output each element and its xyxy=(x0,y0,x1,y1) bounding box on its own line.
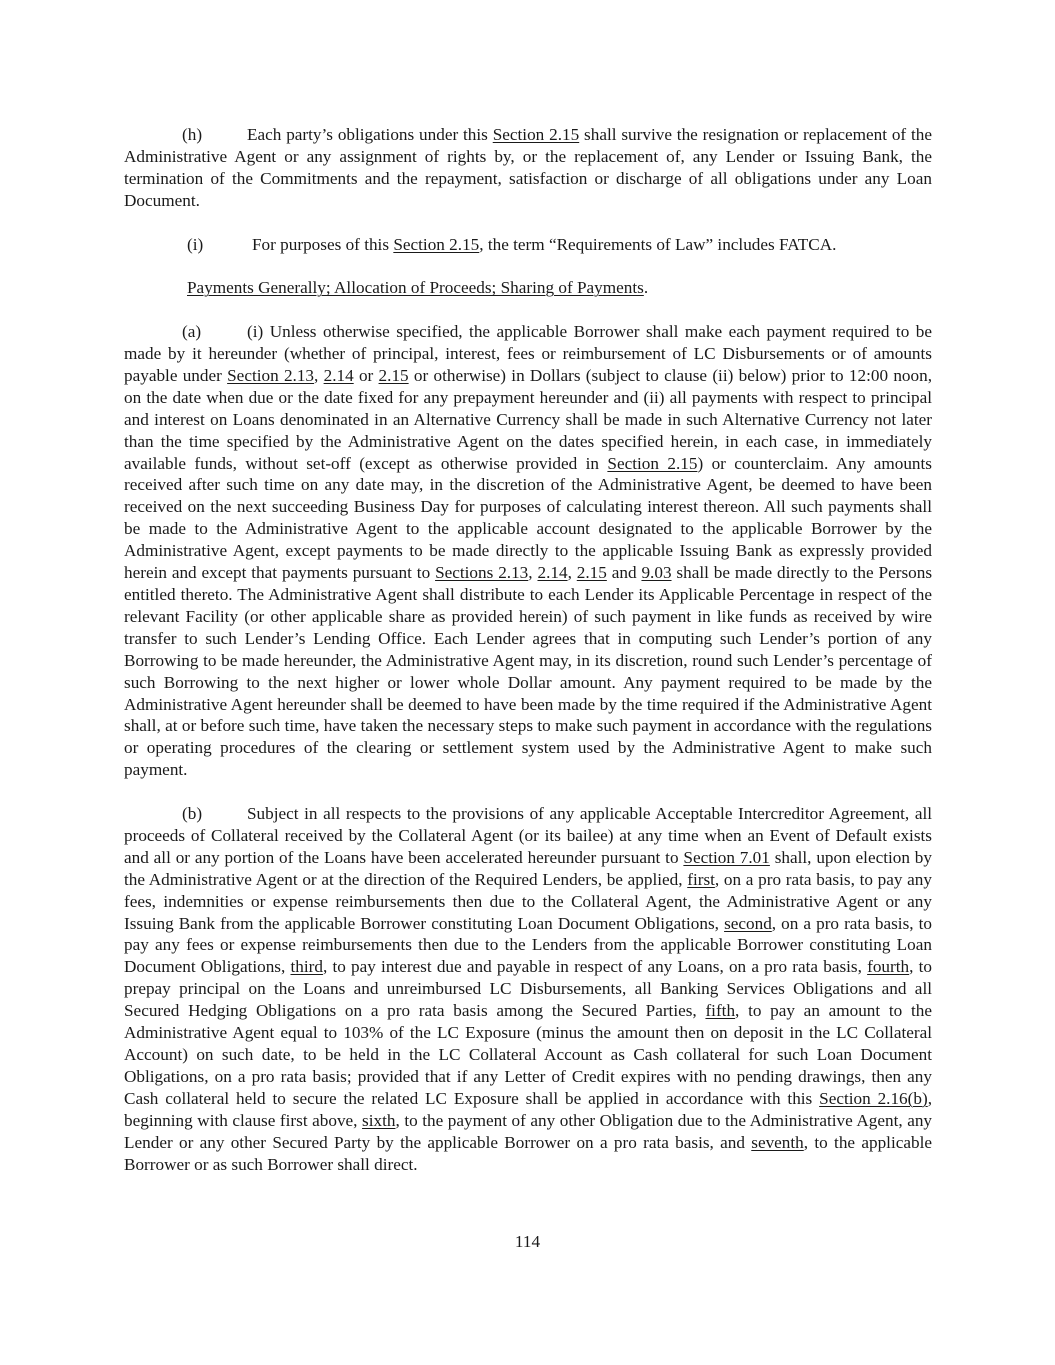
paragraph-marker: (h) xyxy=(182,125,203,144)
paragraph-i: (i) For purposes of this Section 2.15, the term “Requirements of Law” includes FATCA. xyxy=(187,234,837,254)
section-reference: 2.14 xyxy=(537,563,568,583)
priority-term: fifth xyxy=(705,1001,736,1021)
section-reference: 2.14 xyxy=(323,365,354,385)
priority-term: seventh xyxy=(751,1132,804,1152)
section-reference: Section 2.15 xyxy=(393,234,480,254)
paragraph-a: (a) (i) Unless otherwise specified, the applicable Borrower shall make each payment required to be made by it hereunder (whether of principal, interest, fees or reimbursement of LC Disbursements or of amounts payable under Section 2.13, 2.14 or 2.15 or otherwise) in Dollars (subject to clause (ii) below) prior to 12:00 noon, on the date when due or the date fixed for any prepayment hereunder and (ii) all payments with respect to principal and interest on Loans denominated in an Alternative Currency shall be made in such Alternative Currency not later than the time specified by the Administrative Agent on the dates specified herein, in each case, in immediately available funds, without set-off (except as otherwise provided in Section 2.15) or counterclaim. Any amounts received after such time on any date may, in the discretion of the Administrative Agent, be deemed to have been received on the next succeeding Business Day for purposes of calculating interest thereon. All such payments shall be made to the Administrative Agent to the applicable account designated to the applicable Borrower by the Administrative Agent, except payments to be made directly to the applicable Issuing Bank as expressly provided herein and except that payments pursuant to Sections 2.13, 2.14, 2.15 and 9.03 shall be made directly to the Persons entitled thereto. The Administrative Agent shall distribute to each Lender its Applicable Percentage in respect of the relevant Facility (or other applicable share as provided herein) of such payment in like funds as received by wire transfer to such Lender’s Lending Office. Each Lender agrees that in computing such Lender’s portion of any Borrowing to be made hereunder, the Administrative Agent may, in its discretion, round such Lender’s percentage of such Borrowing to the next higher or lower whole Dollar amount. Any payment required to be made by the Administrative Agent hereunder shall be deemed to have been made by the time required if the Administrative Agent shall, at or before such time, have taken the necessary steps to make such payment in accordance with the regulations or operating procedures of the clearing or settlement system used by the Administrative Agent to make such payment. xyxy=(124,322,933,780)
paragraph-b: (b) Subject in all respects to the provisions of any applicable Acceptable Intercreditor Agreement, all proceeds of Collateral received by the Collateral Agent (or its bailee) at any time when an Event of Default exists and all or any portion of the Loans have been accelerated hereunder pursuant to Section 7.01 shall, upon election by the Administrative Agent or at the direction of the Required Lenders, be applied, first, on a pro rata basis, to pay any fees, indemnities or expense reimbursements then due to the Collateral Agent, the Administrative Agent or any Issuing Bank from the applicable Borrower constituting Loan Document Obligations, second, on a pro rata basis, to pay any fees or expense reimbursements then due to the Lenders from the applicable Borrower constituting Loan Document Obligations, third, to pay interest due and payable in respect of any Loans, on a pro rata basis, fourth, to prepay principal on the Loans and unreimbursed LC Disbursements, all Banking Services Obligations and all Secured Hedging Obligations on a pro rata basis among the Secured Parties, fifth, to pay an amount to the Administrative Agent equal to 103% of the LC Exposure (minus the amount then on deposit in the LC Collateral Account) on such date, to be held in the LC Collateral Account as Cash collateral for such Loan Document Obligations, on a pro rata basis; provided that if any Letter of Credit expires with no pending drawings, then any Cash collateral held to secure the related LC Exposure shall be applied in accordance with this Section 2.16(b), beginning with clause first above, sixth, to the payment of any other Obligation due to the Administrative Agent, any Lender or any other Secured Party by the applicable Borrower on a pro rata basis, and seventh, to the applicable Borrower or as such Borrower shall direct. xyxy=(124,804,933,1174)
section-reference: 2.15 xyxy=(378,365,409,385)
priority-term: second xyxy=(724,913,772,933)
section-reference: 9.03 xyxy=(641,563,672,583)
section-reference: Section 7.01 xyxy=(683,847,770,867)
priority-term: first xyxy=(687,869,715,889)
paragraph-marker: (a) xyxy=(182,322,202,342)
section-reference: Section 2.15 xyxy=(492,125,580,144)
document-page xyxy=(124,124,932,1197)
section-title: Payments Generally; Allocation of Proceeds; Sharing of Payments xyxy=(187,278,644,298)
section-reference: Section 2.16(b) xyxy=(819,1088,928,1108)
paragraph-marker: (b) xyxy=(182,804,203,824)
paragraph-marker: (i) xyxy=(187,234,204,254)
section-reference: Section 2.15 xyxy=(607,453,698,473)
priority-term: third xyxy=(290,957,323,977)
section-heading: Payments Generally; Allocation of Proceeds; Sharing of Payments. xyxy=(187,278,649,298)
section-reference: Section 2.13 xyxy=(227,365,315,385)
page-number: 114 xyxy=(514,1232,541,1251)
section-reference: Sections 2.13 xyxy=(435,563,529,583)
paragraph-h: (h) Each party’s obligations under this Section 2.15 shall survive the resignation or replacement of the Administrative Agent or any assignment of rights by, or the replacement of, any Lender or Issuing Bank, the termination of the Commitments and the repayment, satisfaction or discharge of all obligations under any Loan Document. xyxy=(124,125,932,210)
priority-term: sixth xyxy=(362,1110,396,1130)
section-reference: 2.15 xyxy=(576,563,607,583)
priority-term: fourth xyxy=(867,957,910,977)
